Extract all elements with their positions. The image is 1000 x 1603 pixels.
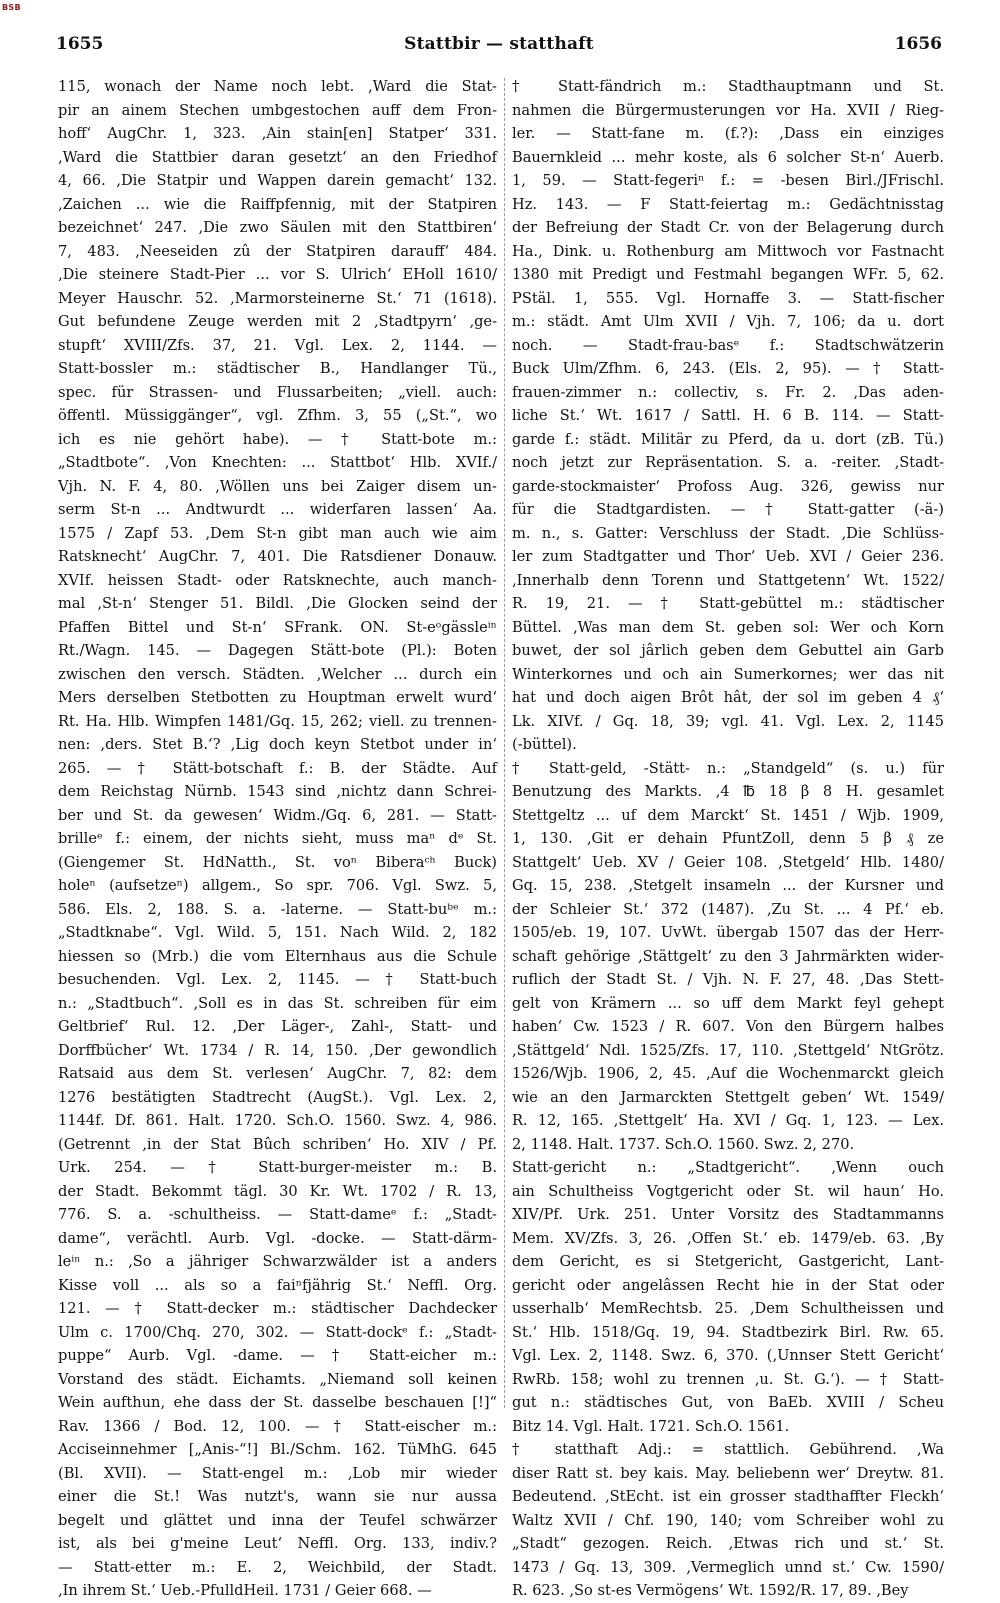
text-line: bezeichnet‘ 247. ‚Die zwo Säulen mit den Stattbiren‘ xyxy=(58,219,497,236)
text-line: dame“, verächtl. Aurb. Vgl. -docke. — Statt-därm- xyxy=(58,1229,497,1247)
text-line: PStäl. 1, 555. Vgl. Hornaffe 3. — Statt-fischer xyxy=(512,289,944,307)
text-line: garde-stockmaister‘ Profoss Aug. 326, gewiss nur xyxy=(512,477,944,495)
text-line: Winterkornes und och ain Sumerkornes; wer das nit xyxy=(512,665,944,683)
text-line: XVIf. heissen Stadt- oder Ratsknechte, auch manch- xyxy=(58,571,497,589)
text-line: dem Reichstag Nürnb. 1543 sind ‚nichtz dann Schrei- xyxy=(58,783,497,800)
text-line: öffentl. Müssiggänger“, vgl. Zfhm. 3, 55 („St.“, wo xyxy=(58,407,497,424)
text-line: ruflich der Stadt St. / Vjh. N. F. 27, 48. ‚Das Stett- xyxy=(512,971,944,988)
text-line: Bauernkleid ... mehr koste, als 6 solcher St-n‘ Auerb. xyxy=(512,148,944,166)
page-header xyxy=(56,34,942,58)
text-line: 115, wonach der Name noch lebt. ‚Ward die Stat- xyxy=(58,78,497,95)
text-line: Benutzung des Markts. ‚4 ℔ 18 β 8 H. gesamlet xyxy=(512,783,944,800)
text-line: R. 12, 165. ‚Stettgelt‘ Ha. XVI / Gq. 1, 123. — Lex. xyxy=(512,1112,944,1129)
text-line: Statt-bossler m.: städtischer B., Handlanger Tü., xyxy=(58,360,497,377)
text-line: stupft‘ XVIII/Zfs. 37, 21. Vgl. Lex. 2, 1144. — xyxy=(58,336,497,354)
text-line: Ulm c. 1700/Chq. 270, 302. — Statt-dockᵉ f.: „Stadt- xyxy=(58,1323,497,1341)
text-line: Rt. Ha. Hlb. Wimpfen 1481/Gq. 15, 262; viell. zu trennen- xyxy=(58,712,497,730)
text-line: puppe“ Aurb. Vgl. -dame. — † Statt-eicher m.: xyxy=(58,1347,497,1364)
text-line: schaft gehörige ‚Stättgelt‘ zu den 3 Jahrmärkten wider- xyxy=(512,947,944,965)
text-line: Gut befundene Zeuge werden mit 2 ‚Stadtpyrn‘ ‚ge- xyxy=(58,313,497,330)
text-line: serm St-n ... Andtwurdt ... widerfaren lassen‘ Aa. xyxy=(58,501,497,518)
text-line: † statthaft Adj.: = stattlich. Gebührend. ‚Wa xyxy=(512,1441,944,1458)
text-line: ist, als bei g'meine Leut‘ Neffl. Org. 133, indiv.? xyxy=(58,1535,497,1552)
text-line: Mers derselben Stetbotten zu Houptman erwelt wurd‘ xyxy=(58,689,497,706)
text-line: 2, 1148. Halt. 1737. Sch.O. 1560. Swz. 2, 270. xyxy=(512,1135,855,1153)
left-column xyxy=(58,75,497,1599)
text-line: nahmen die Bürgermusterungen vor Ha. XVII / Rieg- xyxy=(512,101,944,119)
text-line: Vjh. N. F. 4, 80. ‚Wöllen uns bei Zaiger disem un- xyxy=(58,477,497,495)
text-line: diser Ratt st. bey kais. May. beliebenn wer‘ Dreytw. 81. xyxy=(512,1464,944,1482)
text-line: usserhalb‘ MemRechtsb. 25. ‚Dem Schultheissen und xyxy=(512,1300,944,1317)
text-line: 1276 bestätigten Stadtrecht (AugSt.). Vgl. Lex. 2, xyxy=(58,1088,497,1106)
text-line: zwischen den versch. Städten. ‚Welcher ... durch ein xyxy=(58,665,497,683)
text-line: gericht oder angelâssen Recht hie in der Stat oder xyxy=(512,1276,944,1294)
text-line: Stettgeltz ... uf dem Marckt‘ St. 1451 / Wjb. 1909, xyxy=(512,806,944,824)
text-line: 1526/Wjb. 1906, 2, 45. ‚Auf die Wochenmarckt gleich xyxy=(512,1065,944,1082)
text-line: „Stadt“ gezogen. Reich. ‚Etwas rich und st.‘ St. xyxy=(512,1535,944,1552)
text-line: begelt und glättet und inna der Teufel schwärzer xyxy=(58,1511,497,1529)
text-line: Buck Ulm/Zfhm. 6, 243. (Els. 2, 95). — † Statt- xyxy=(512,360,944,377)
text-line: 7, 483. ‚Neeseiden zû der Statpiren darauff‘ 484. xyxy=(58,242,497,260)
text-line: Büttel. ‚Was man dem St. geben sol: Wer och Korn xyxy=(512,618,944,636)
text-line: Statt-gericht n.: „Stadtgericht“. ‚Wenn ouch xyxy=(512,1159,944,1176)
text-line: n.: „Stadtbuch“. ‚Soll es in das St. schreiben für eim xyxy=(58,994,497,1012)
text-line: Pfaffen Bittel und St-n‘ SFrank. ON. St-eᵒgässleⁱⁿ xyxy=(58,618,497,636)
text-line: Vorstand des städt. Eichamts. „Niemand soll keinen xyxy=(58,1370,497,1388)
text-line: „Stadtknabe“. Vgl. Wild. 5, 151. Nach Wild. 2, 182 xyxy=(58,924,497,941)
text-line: Kisse voll ... als so a faiⁿfjährig St.‘ Neffl. Org. xyxy=(58,1276,497,1294)
page-number-left: 1655 xyxy=(56,34,104,54)
text-line: 586. Els. 2, 188. S. a. -laterne. — Statt-buᵇᵉ m.: xyxy=(58,900,497,918)
text-line: leⁱⁿ n.: ‚So a jähriger Schwarzwälder ist a anders xyxy=(58,1253,497,1270)
text-line: pir an ainem Stechen umbgestochen auff dem Fron- xyxy=(58,101,497,119)
text-line: Hz. 143. — F Statt-feiertag m.: Gedächtnisstag xyxy=(512,195,944,213)
text-line: 1505/eb. 19, 107. UvWt. übergab 1507 das der Herr- xyxy=(512,924,944,941)
text-line: Rt./Wagn. 145. — Dagegen Stätt-bote (Pl.): Boten xyxy=(58,642,497,659)
text-line: der Stadt. Bekommt tägl. 30 Kr. Wt. 1702 / R. 13, xyxy=(58,1182,497,1200)
text-line: ler zum Stadtgatter und Thor‘ Ueb. XVI / Geier 236. xyxy=(512,548,944,565)
text-line: ‚Innerhalb denn Torenn und Stattgetenn‘ Wt. 1522/ xyxy=(512,571,944,589)
text-line: ich es nie gehört habe). — † Statt-bote m.: xyxy=(58,430,497,448)
text-line: — Statt-etter m.: E. 2, Weichbild, der Stadt. xyxy=(58,1558,497,1576)
text-line: gelt von Krämern ... so uff dem Markt feyl gehept xyxy=(512,994,944,1012)
text-line: 1575 / Zapf 53. ‚Dem St-n gibt man auch wie aim xyxy=(58,524,497,542)
text-line: garde f.: städt. Militär zu Pferd, da u. dort (zB. Tü.) xyxy=(512,430,944,448)
text-line: Ratsaid aus dem St. verlesen‘ AugChr. 7, 82: dem xyxy=(58,1065,497,1082)
text-line: 1144f. Df. 861. Halt. 1720. Sch.O. 1560. Swz. 4, 986. xyxy=(58,1112,497,1129)
text-line: wie an den Jarmarckten Stettgelt geben‘ Wt. 1549/ xyxy=(512,1088,944,1106)
text-line: Urk. 254. — † Statt-burger-meister m.: B. xyxy=(58,1159,497,1176)
text-line: haben‘ Cw. 1523 / R. 607. Von den Bürgern halbes xyxy=(512,1018,944,1035)
text-line: Vgl. Lex. 2, 1148. Swz. 6, 370. (‚Unnser Stett Gericht‘ xyxy=(512,1347,944,1364)
text-line: Wein aufthun, ehe dass der St. dasselbe beschauen [!]“ xyxy=(58,1394,497,1411)
text-line: 776. S. a. -schultheiss. — Statt-dameᵉ f.: „Stadt- xyxy=(58,1206,497,1223)
text-line: „Stadtbote“. ‚Von Knechten: ... Stattbot‘ Hlb. XVIf./ xyxy=(58,454,497,471)
text-line: einer die St.! Was nutzt's, wann sie nur aussa xyxy=(58,1488,497,1505)
text-line: (Giengemer St. HdNatth., St. voⁿ Biberaᶜʰ Buck) xyxy=(58,853,497,871)
text-line: frauen-zimmer n.: collectiv, s. Fr. 2. ‚Das aden- xyxy=(512,383,944,401)
text-line: hoff‘ AugChr. 1, 323. ‚Ain stain[en] Statper‘ 331. xyxy=(58,125,497,142)
text-line: 1380 mit Predigt und Festmahl begangen WFr. 5, 62. xyxy=(512,266,944,283)
text-line: der Befreiung der Stadt Cr. von der Belagerung durch xyxy=(512,219,944,236)
text-line: † Statt-fändrich m.: Stadthauptmann und St. xyxy=(512,78,944,95)
text-line: 265. — † Stätt-botschaft f.: B. der Städte. Auf xyxy=(58,759,497,777)
text-line: Mem. XV/Zfs. 3, 26. ‚Offen St.‘ eb. 1479/eb. 63. ‚By xyxy=(512,1229,944,1247)
text-line: ‚Stättgeld‘ Ndl. 1525/Zfs. 17, 110. ‚Stettgeld‘ NtGrötz. xyxy=(512,1041,944,1059)
text-line: der Schleier St.‘ 372 (1487). ‚Zu St. ... 4 Pf.‘ eb. xyxy=(512,900,944,918)
text-line: Dorffbücher‘ Wt. 1734 / R. 14, 150. ‚Der gewondlich xyxy=(58,1041,497,1059)
text-line: hat und doch aigen Brôt hât, der sol im geben 4 ₰‘ xyxy=(512,689,944,706)
text-line: 121. — † Statt-decker m.: städtischer Dachdecker xyxy=(58,1300,497,1317)
text-line: Rav. 1366 / Bod. 12, 100. — † Statt-eischer m.: xyxy=(58,1417,497,1435)
text-line: noch. — Stadt-frau-basᵉ f.: Stadtschwätzerin xyxy=(512,336,944,354)
text-line: dem Gericht, es si Stetgericht, Gastgericht, Lant- xyxy=(512,1253,944,1270)
page-number-right: 1656 xyxy=(894,34,942,54)
text-line: Acciseinnehmer [„Anis-“!] Bl./Schm. 162. TüMhG. 645 xyxy=(58,1441,497,1458)
text-line: 4, 66. ‚Die Statpir und Wappen darein gemacht‘ 132. xyxy=(58,172,497,189)
text-line: buwet, der sol jârlich geben dem Gebuttel ain Garb xyxy=(512,642,944,659)
text-line: Waltz XVII / Chf. 190, 140; vom Schreiber wohl zu xyxy=(512,1511,944,1529)
text-line: Ratsknecht‘ AugChr. 7, 401. Die Ratsdiener Donauw. xyxy=(58,548,497,565)
text-line: m. n., s. Gatter: Verschluss der Stadt. ‚Die Schlüss- xyxy=(512,524,944,542)
text-line: gut n.: städtisches Gut, von BaEb. XVIII / Scheu xyxy=(512,1394,944,1411)
text-line: spec. für Strassen- und Flussarbeiten; „viell. auch: xyxy=(58,383,497,401)
text-line: ain Schultheiss Vogtgericht oder St. wil haun‘ Ho. xyxy=(512,1182,944,1200)
text-line: nen: ‚ders. Stet B.‘? ‚Lig doch keyn Stetbot under in‘ xyxy=(58,736,497,753)
text-line: für die Stadtgardisten. — † Statt-gatter (-ä-) xyxy=(512,501,944,518)
text-line: noch jetzt zur Repräsentation. S. a. -reiter. ‚Stadt- xyxy=(512,454,944,471)
column-divider xyxy=(504,78,505,1408)
text-line: 1, 130. ‚Git er dehain PfuntZoll, denn 5 β ₰ ze xyxy=(512,830,944,847)
text-line: (Bl. XVII). — Statt-engel m.: ‚Lob mir wieder xyxy=(58,1464,497,1482)
text-line: (Getrennt ‚in der Stat Bûch schriben‘ Ho. XIV / Pf. xyxy=(58,1135,497,1153)
text-line: Stattgelt‘ Ueb. XV / Geier 108. ‚Stetgeld‘ Hlb. 1480/ xyxy=(512,853,944,871)
text-line: ‚Ward die Stattbier daran gesetzt‘ an den Friedhof xyxy=(58,148,497,166)
text-line: Lk. XIVf. / Gq. 18, 39; vgl. 41. Vgl. Lex. 2, 1145 xyxy=(512,712,944,730)
text-line: mal ‚St-n‘ Stenger 51. Bildl. ‚Die Glocken seind der xyxy=(58,595,497,612)
text-line: ‚In ihrem St.‘ Ueb.-PfulldHeil. 1731 / Geier 668. — xyxy=(58,1582,432,1599)
text-line: brilleᵉ f.: einem, der nichts sieht, muss maⁿ dᵉ St. xyxy=(58,830,497,847)
text-line: 1473 / Gq. 13, 309. ‚Vermeglich unnd st.‘ Cw. 1590/ xyxy=(512,1558,944,1576)
text-line: R. 19, 21. — † Statt-gebüttel m.: städtischer xyxy=(512,595,944,612)
text-line: liche St.‘ Wt. 1617 / Sattl. H. 6 B. 114. — Statt- xyxy=(512,407,944,424)
text-line: St.‘ Hlb. 1518/Gq. 19, 94. Stadtbezirk Birl. Rw. 65. xyxy=(512,1323,944,1341)
text-line: ‚Die steinere Stadt-Pier ... vor S. Ulrich‘ EHoll 1610/ xyxy=(58,266,497,283)
text-line: Ha., Dink. u. Rothenburg am Mittwoch vor Fastnacht xyxy=(512,242,944,260)
text-line: besuchenden. Vgl. Lex. 2, 1145. — † Statt-buch xyxy=(58,971,497,988)
text-line: (-büttel). xyxy=(512,736,577,753)
text-line: ber und St. da gewesen‘ Widm./Gq. 6, 281. — Statt- xyxy=(58,806,497,824)
text-line: Gq. 15, 238. ‚Stetgelt insameln ... der Kursner und xyxy=(512,877,944,894)
text-line: XIV/Pf. Urk. 251. Unter Vorsitz des Stadtammanns xyxy=(512,1206,944,1223)
text-line: R. 623. ‚So st-es Vermögens‘ Wt. 1592/R. 17, 89. ‚Bey xyxy=(512,1582,909,1599)
text-line: ler. — Statt-fane m. (f.?): ‚Dass ein einziges xyxy=(512,125,944,142)
text-line: ‚Zaichen ... wie die Raiffpfennig, mit der Statpiren xyxy=(58,195,497,213)
running-title: Stattbir — statthaft xyxy=(404,34,594,54)
text-line: 1, 59. — Statt-fegeriⁿ f.: = -besen Birl./JFrischl. xyxy=(512,172,944,189)
text-line: Meyer Hauschr. 52. ‚Marmorsteinerne St.‘ 71 (1618). xyxy=(58,289,497,307)
text-line: † Statt-geld, -Stätt- n.: „Standgeld“ (s. u.) für xyxy=(512,759,944,777)
text-line: RwRb. 158; wohl zu trennen ‚u. St. G.‘). — † Statt- xyxy=(512,1370,944,1388)
text-line: hiessen so (Mrb.) die vom Elternhaus aus die Schule xyxy=(58,947,497,965)
text-line: Geltbrief‘ Rul. 12. ‚Der Läger-, Zahl-, Statt- und xyxy=(58,1018,497,1035)
library-stamp: BSB xyxy=(2,3,21,12)
right-column xyxy=(512,75,944,1599)
text-line: m.: städt. Amt Ulm XVII / Vjh. 7, 106; da u. dort xyxy=(512,313,944,330)
text-line: Bedeutend. ‚StEcht. ist ein grosser stadthaffter Fleckh‘ xyxy=(512,1488,944,1505)
text-line: Bitz 14. Vgl. Halt. 1721. Sch.O. 1561. xyxy=(512,1417,790,1435)
text-line: holeⁿ (aufsetzeⁿ) allgem., So spr. 706. Vgl. Swz. 5, xyxy=(58,877,497,894)
